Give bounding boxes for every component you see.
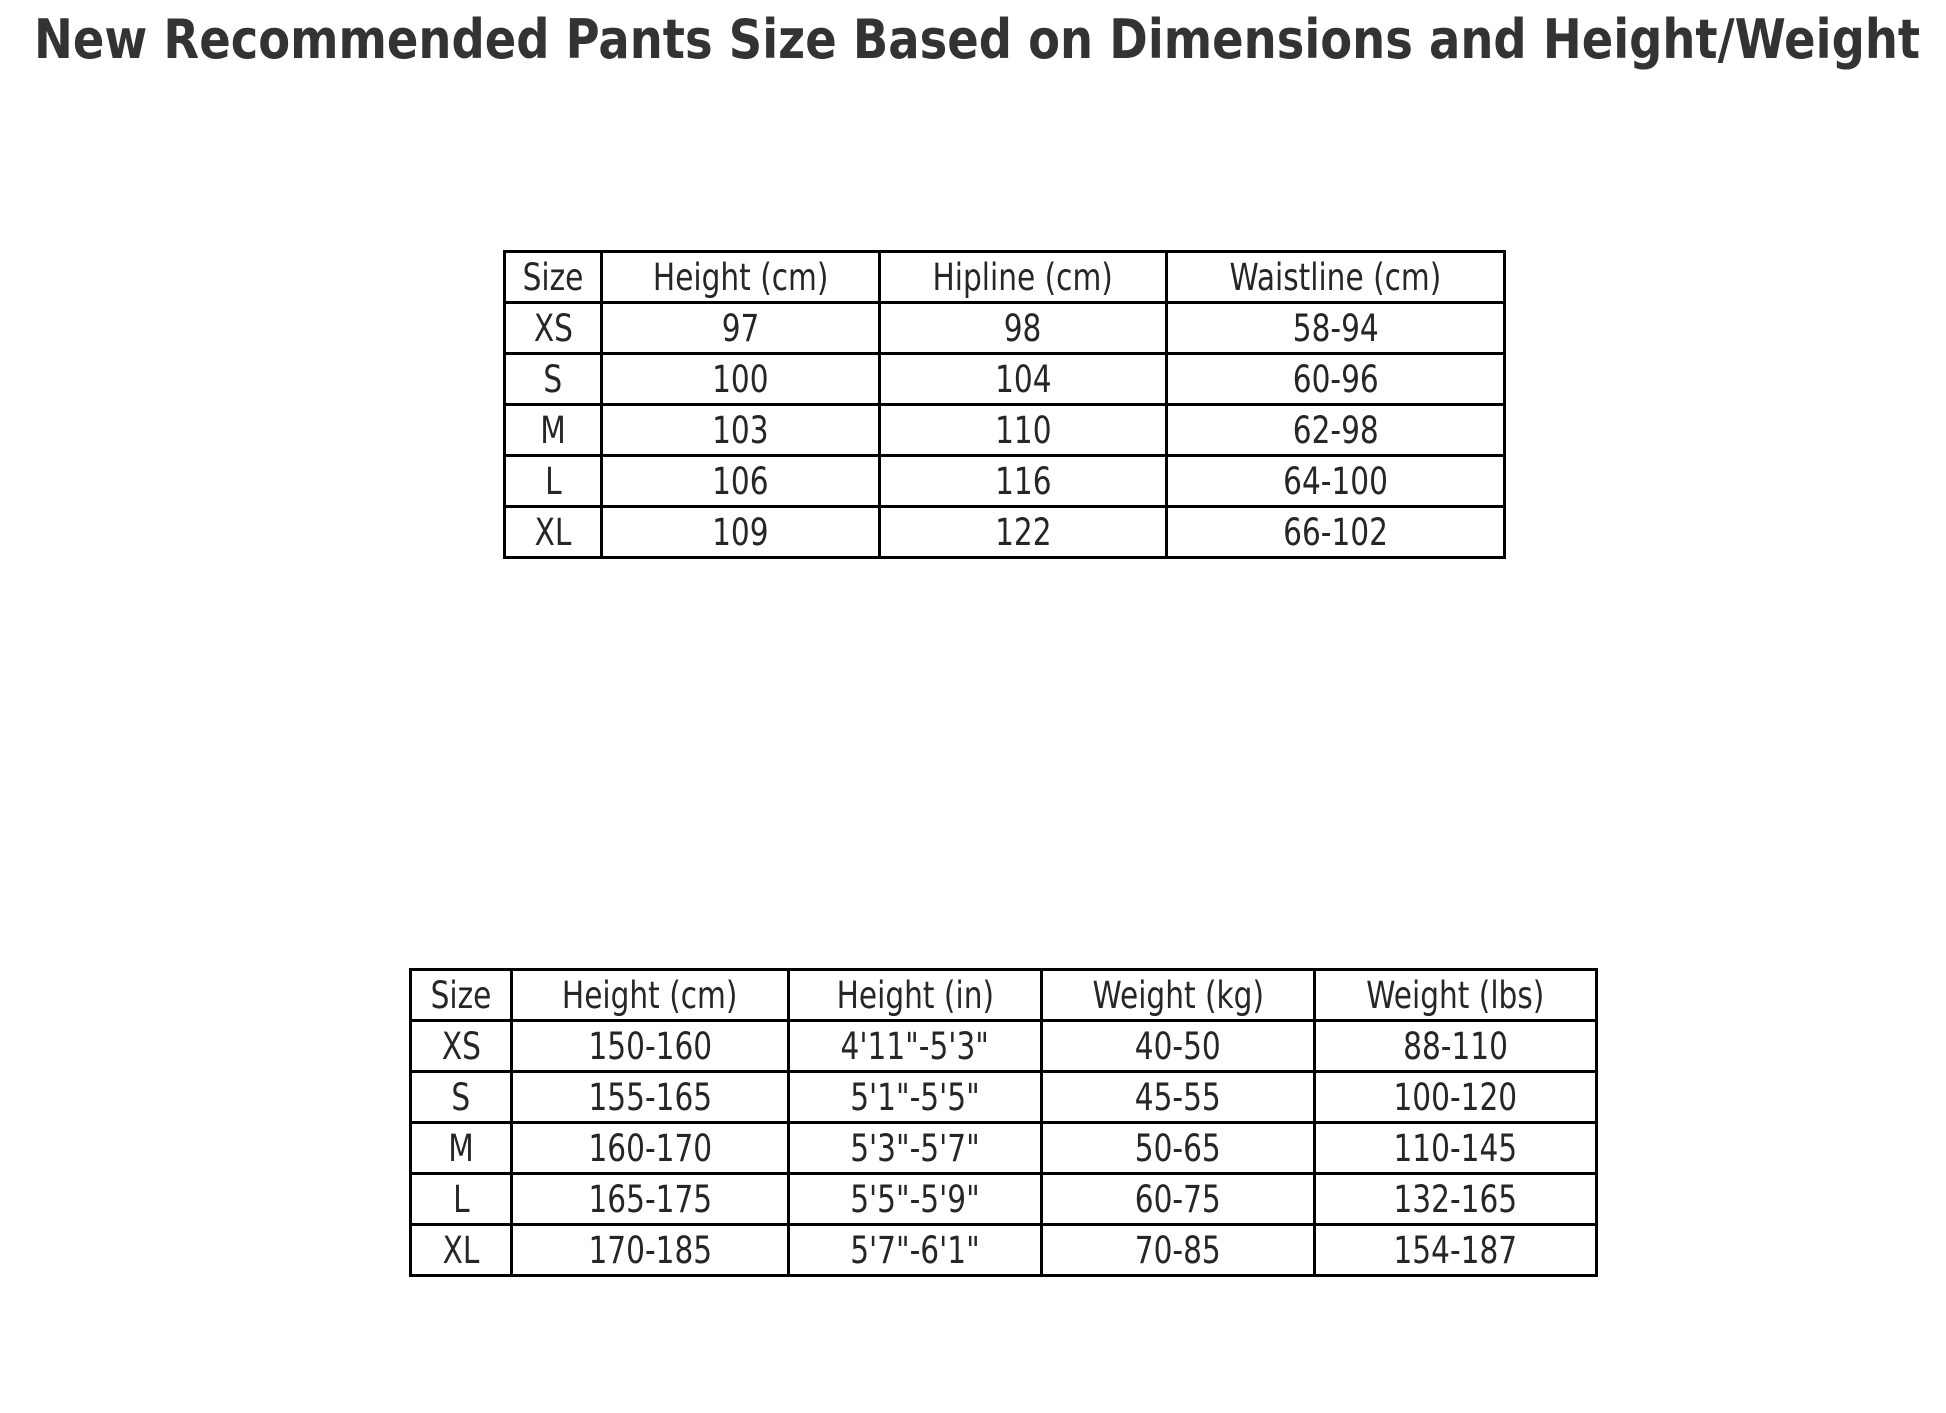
size-label-cell — [411, 1072, 512, 1123]
value-cell-text: 110 — [994, 408, 1052, 452]
value-cell — [512, 1072, 789, 1123]
size-label-cell-text: S — [543, 357, 563, 401]
height-weight-table — [409, 968, 1598, 1277]
value-cell-text: 116 — [994, 459, 1052, 503]
value-cell-text: 60-96 — [1292, 357, 1379, 401]
value-cell — [880, 303, 1167, 354]
value-cell — [789, 1225, 1042, 1276]
value-cell-text: 62-98 — [1292, 408, 1379, 452]
table-row — [411, 1021, 1597, 1072]
table-row — [411, 1174, 1597, 1225]
pants-dimensions-table — [503, 250, 1506, 559]
table-row — [411, 1225, 1597, 1276]
table-header-row — [411, 970, 1597, 1021]
column-header-text: Waistline (cm) — [1229, 255, 1442, 299]
table-row — [505, 303, 1505, 354]
column-header — [512, 970, 789, 1021]
size-label-cell — [411, 1123, 512, 1174]
value-cell — [1167, 354, 1505, 405]
value-cell — [1167, 405, 1505, 456]
value-cell — [1167, 303, 1505, 354]
value-cell — [1315, 1225, 1597, 1276]
value-cell — [1042, 1225, 1315, 1276]
table-row — [411, 1123, 1597, 1174]
value-cell-text: 109 — [712, 510, 769, 554]
table-row — [505, 354, 1505, 405]
value-cell — [880, 405, 1167, 456]
value-cell — [880, 507, 1167, 558]
value-cell-text: 170-185 — [588, 1228, 712, 1272]
value-cell-text: 5'3"-5'7" — [850, 1126, 980, 1170]
value-cell-text: 155-165 — [588, 1075, 712, 1119]
value-cell — [1042, 1072, 1315, 1123]
value-cell-text: 160-170 — [588, 1126, 712, 1170]
value-cell — [1315, 1123, 1597, 1174]
column-header-text: Height (cm) — [652, 255, 829, 299]
value-cell — [789, 1123, 1042, 1174]
size-label-cell — [411, 1174, 512, 1225]
size-label-cell-text: XS — [533, 306, 573, 350]
size-label-cell-text: L — [452, 1177, 470, 1221]
value-cell-text: 70-85 — [1134, 1228, 1221, 1272]
value-cell — [1042, 1021, 1315, 1072]
column-header — [789, 970, 1042, 1021]
column-header — [602, 252, 880, 303]
value-cell — [602, 507, 880, 558]
value-cell — [1315, 1174, 1597, 1225]
value-cell-text: 104 — [994, 357, 1052, 401]
value-cell — [602, 354, 880, 405]
value-cell — [789, 1021, 1042, 1072]
value-cell-text: 40-50 — [1134, 1024, 1221, 1068]
table-row — [505, 405, 1505, 456]
value-cell — [602, 405, 880, 456]
value-cell — [602, 456, 880, 507]
value-cell-text: 98 — [1004, 306, 1042, 350]
value-cell-text: 103 — [712, 408, 769, 452]
column-header-text: Size — [430, 973, 492, 1017]
column-header — [880, 252, 1167, 303]
value-cell — [1167, 456, 1505, 507]
value-cell-text: 154-187 — [1393, 1228, 1518, 1272]
table-row — [411, 1072, 1597, 1123]
column-header-text: Weight (lbs) — [1366, 973, 1545, 1017]
column-header — [505, 252, 602, 303]
size-label-cell — [505, 456, 602, 507]
size-label-cell — [505, 405, 602, 456]
value-cell — [512, 1021, 789, 1072]
value-cell-text: 106 — [712, 459, 769, 503]
value-cell-text: 50-65 — [1134, 1126, 1221, 1170]
column-header-text: Size — [522, 255, 584, 299]
column-header — [1167, 252, 1505, 303]
size-label-cell-text: M — [448, 1126, 474, 1170]
value-cell-text: 97 — [721, 306, 760, 350]
value-cell — [789, 1174, 1042, 1225]
value-cell — [512, 1225, 789, 1276]
table-row — [505, 507, 1505, 558]
size-label-cell — [411, 1225, 512, 1276]
value-cell — [1315, 1072, 1597, 1123]
value-cell-text: 88-110 — [1403, 1024, 1508, 1068]
size-label-cell-text: M — [540, 408, 566, 452]
size-label-cell-text: XL — [534, 510, 572, 554]
table-row — [505, 456, 1505, 507]
size-label-cell-text: XS — [441, 1024, 481, 1068]
page-title — [34, 8, 1946, 71]
value-cell — [880, 456, 1167, 507]
size-label-cell-text: XL — [442, 1228, 480, 1272]
value-cell-text: 100-120 — [1393, 1075, 1518, 1119]
column-header — [411, 970, 512, 1021]
column-header — [1042, 970, 1315, 1021]
value-cell — [1315, 1021, 1597, 1072]
value-cell — [1042, 1123, 1315, 1174]
value-cell-text: 132-165 — [1393, 1177, 1518, 1221]
value-cell-text: 150-160 — [588, 1024, 712, 1068]
table-header-row — [505, 252, 1505, 303]
value-cell — [512, 1123, 789, 1174]
value-cell — [1042, 1174, 1315, 1225]
value-cell-text: 45-55 — [1134, 1075, 1221, 1119]
value-cell — [512, 1174, 789, 1225]
size-label-cell — [411, 1021, 512, 1072]
size-label-cell-text: S — [451, 1075, 471, 1119]
value-cell-text: 5'7"-6'1" — [850, 1228, 980, 1272]
value-cell-text: 66-102 — [1283, 510, 1388, 554]
value-cell-text: 100 — [712, 357, 769, 401]
value-cell-text: 58-94 — [1292, 306, 1379, 350]
value-cell — [789, 1072, 1042, 1123]
column-header — [1315, 970, 1597, 1021]
column-header-text: Weight (kg) — [1092, 973, 1264, 1017]
size-label-cell — [505, 354, 602, 405]
column-header-text: Height (in) — [836, 973, 994, 1017]
value-cell-text: 5'5"-5'9" — [850, 1177, 980, 1221]
value-cell-text: 4'11"-5'3" — [840, 1024, 990, 1068]
value-cell-text: 122 — [994, 510, 1052, 554]
value-cell — [880, 354, 1167, 405]
column-header-text: Height (cm) — [562, 973, 738, 1017]
value-cell-text: 64-100 — [1283, 459, 1388, 503]
size-label-cell-text: L — [544, 459, 562, 503]
value-cell-text: 110-145 — [1393, 1126, 1518, 1170]
value-cell — [602, 303, 880, 354]
size-label-cell — [505, 507, 602, 558]
size-label-cell — [505, 303, 602, 354]
value-cell — [1167, 507, 1505, 558]
value-cell-text: 60-75 — [1134, 1177, 1221, 1221]
column-header-text: Hipline (cm) — [932, 255, 1114, 299]
page-title-text: New Recommended Pants Size Based on Dimensions and Height/Weight — [34, 8, 1921, 71]
value-cell-text: 165-175 — [588, 1177, 712, 1221]
value-cell-text: 5'1"-5'5" — [850, 1075, 980, 1119]
